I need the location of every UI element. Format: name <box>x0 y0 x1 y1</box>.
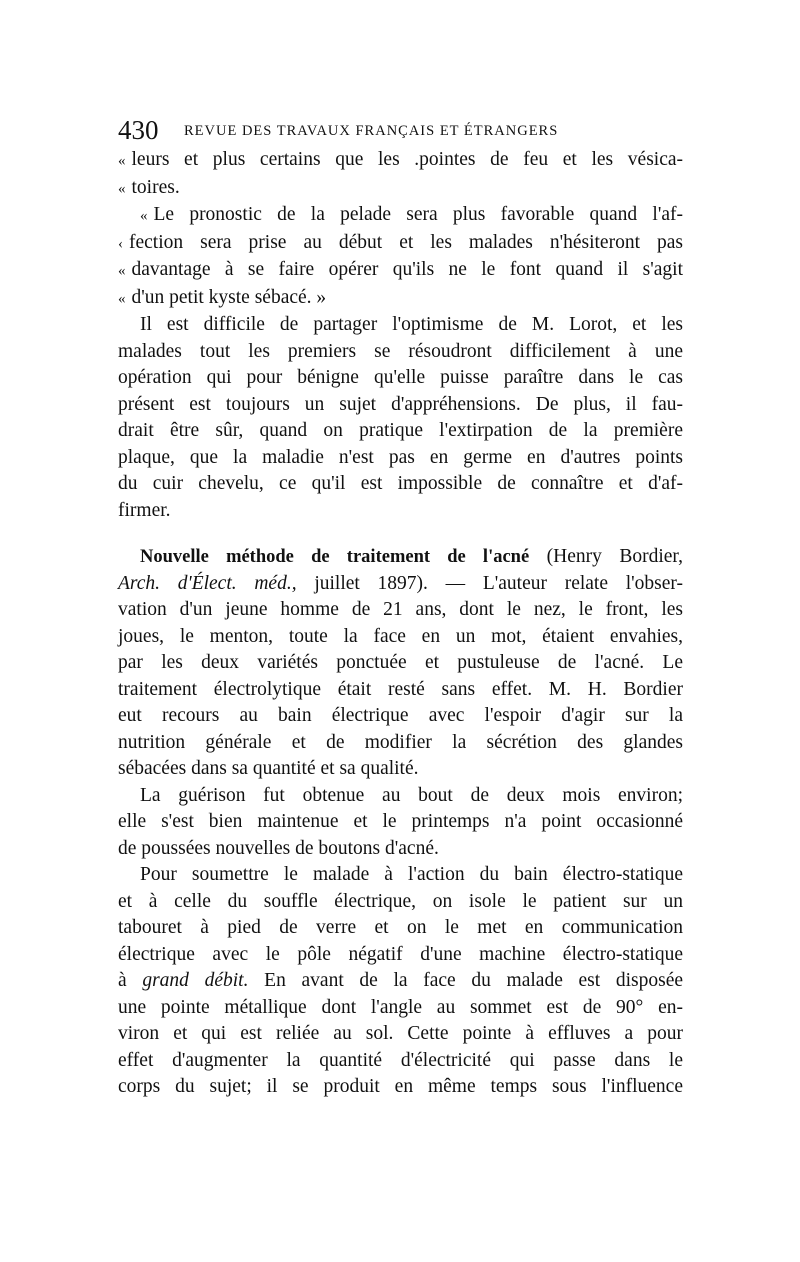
text-line: à grand débit. En avant de la face du malade est disposée <box>118 970 684 991</box>
quote-mark: ‹ <box>118 235 123 252</box>
text-line: drait être sûr, quand on pratique l'extirpation de la première <box>118 420 683 441</box>
text-line: tabouret à pied de verre et on le met en communication <box>118 917 683 938</box>
text-line: électrique avec le pôle négatif d'une machine électro-statique <box>118 943 683 965</box>
text-line: une pointe métallique dont l'angle au sommet est de 90° en- <box>118 996 683 1018</box>
text-line: et à celle du souffle électrique, on isole le patient sur un <box>118 890 683 912</box>
text-line: opération qui pour bénigne qu'elle puisse paraître dans le cas <box>118 367 683 388</box>
paragraph-optimism <box>118 312 683 524</box>
paragraph-method <box>118 862 683 1101</box>
quote-line: ‹ fection sera prise au début et les malades n'hésiteront pas <box>118 231 683 253</box>
text-line: plaque, que la maladie n'est pas en germe en d'autres points <box>118 446 683 468</box>
page-body <box>118 147 683 1101</box>
text-line: eut recours au bain électrique avec l'espoir d'agir sur la <box>118 705 683 726</box>
text-line: viron et qui est reliée au sol. Cette pointe à effluves a pour <box>118 1023 683 1044</box>
running-title: REVUE DES TRAVAUX FRANÇAIS ET ÉTRANGERS <box>184 123 559 139</box>
text-line: traitement électrolytique était resté sans effet. M. H. Bordier <box>118 678 683 700</box>
quote-line: « d'un petit kyste sébacé. » <box>118 286 327 308</box>
citation-date: juillet 1897). <box>314 572 428 594</box>
text-line: sébacées dans sa quantité et sa qualité. <box>118 758 419 779</box>
paragraph-recovery <box>118 783 683 863</box>
text-line: par les deux variétés ponctuée et pustuleuse de l'acné. Le <box>118 652 683 673</box>
quote-mark: « <box>118 180 126 197</box>
quote-mark: « <box>118 290 126 307</box>
quote-mark: « <box>118 153 126 169</box>
text-line: La guérison fut obtenue au bout de deux mois environ; <box>140 784 683 806</box>
quote-line: « davantage à se faire opérer qu'ils ne le font quand il s'agit <box>118 259 683 280</box>
citation-open: (Henry Bordier, <box>546 546 684 567</box>
quote-mark: « <box>140 208 148 224</box>
text-line: malades tout les premiers se résoudront difficilement à une <box>118 340 683 362</box>
quote-line: « leurs et plus certains que les .pointes de feu et les vésica- <box>118 149 683 170</box>
text-line: joues, le menton, toute la face en un mot, étaient envahies, <box>118 625 683 647</box>
text-line: Il est difficile de partager l'optimisme de M. Lorot, et les <box>140 314 683 335</box>
article-acne <box>118 544 683 783</box>
text-line: vation d'un jeune homme de 21 ans, dont le nez, le front, les <box>118 599 683 620</box>
section-gap <box>118 524 683 544</box>
citation-line: Arch. d'Élect. méd., juillet 1897). — L'auteur relate l'obser- <box>118 572 683 594</box>
text-line: Pour soumettre le malade à l'action du bain électro-statique <box>140 864 683 885</box>
quote-line: « Le pronostic de la pelade sera plus favorable quand l'af- <box>140 204 683 225</box>
article-title: Nouvelle méthode de traitement de l'acné <box>140 547 530 567</box>
text-line: corps du sujet; il se produit en même temps sous l'influence <box>118 1076 683 1097</box>
text-line: effet d'augmenter la quantité d'électricité qui passe dans le <box>118 1049 683 1071</box>
article-heading-line <box>118 544 683 571</box>
text-line: elle s'est bien maintenue et le printemps n'a point occasionné <box>118 811 683 832</box>
text-line: firmer. <box>118 499 171 521</box>
page-header <box>118 116 690 144</box>
text-line: présent est toujours un sujet d'appréhensions. De plus, il fau- <box>118 393 683 415</box>
quote-block <box>118 147 683 312</box>
text-line: nutrition générale et de modifier la sécrétion des glandes <box>118 731 683 753</box>
page-number: 430 <box>118 115 159 145</box>
quote-line: « toires. <box>118 176 180 198</box>
text-line: du cuir chevelu, ce qu'il est impossible de connaître et d'af- <box>118 473 683 494</box>
quote-mark: « <box>118 263 126 279</box>
italic-phrase: grand débit. <box>142 970 249 991</box>
text-line: de poussées nouvelles de boutons d'acné. <box>118 837 439 859</box>
journal-name: Arch. d'Élect. méd., <box>118 572 297 594</box>
